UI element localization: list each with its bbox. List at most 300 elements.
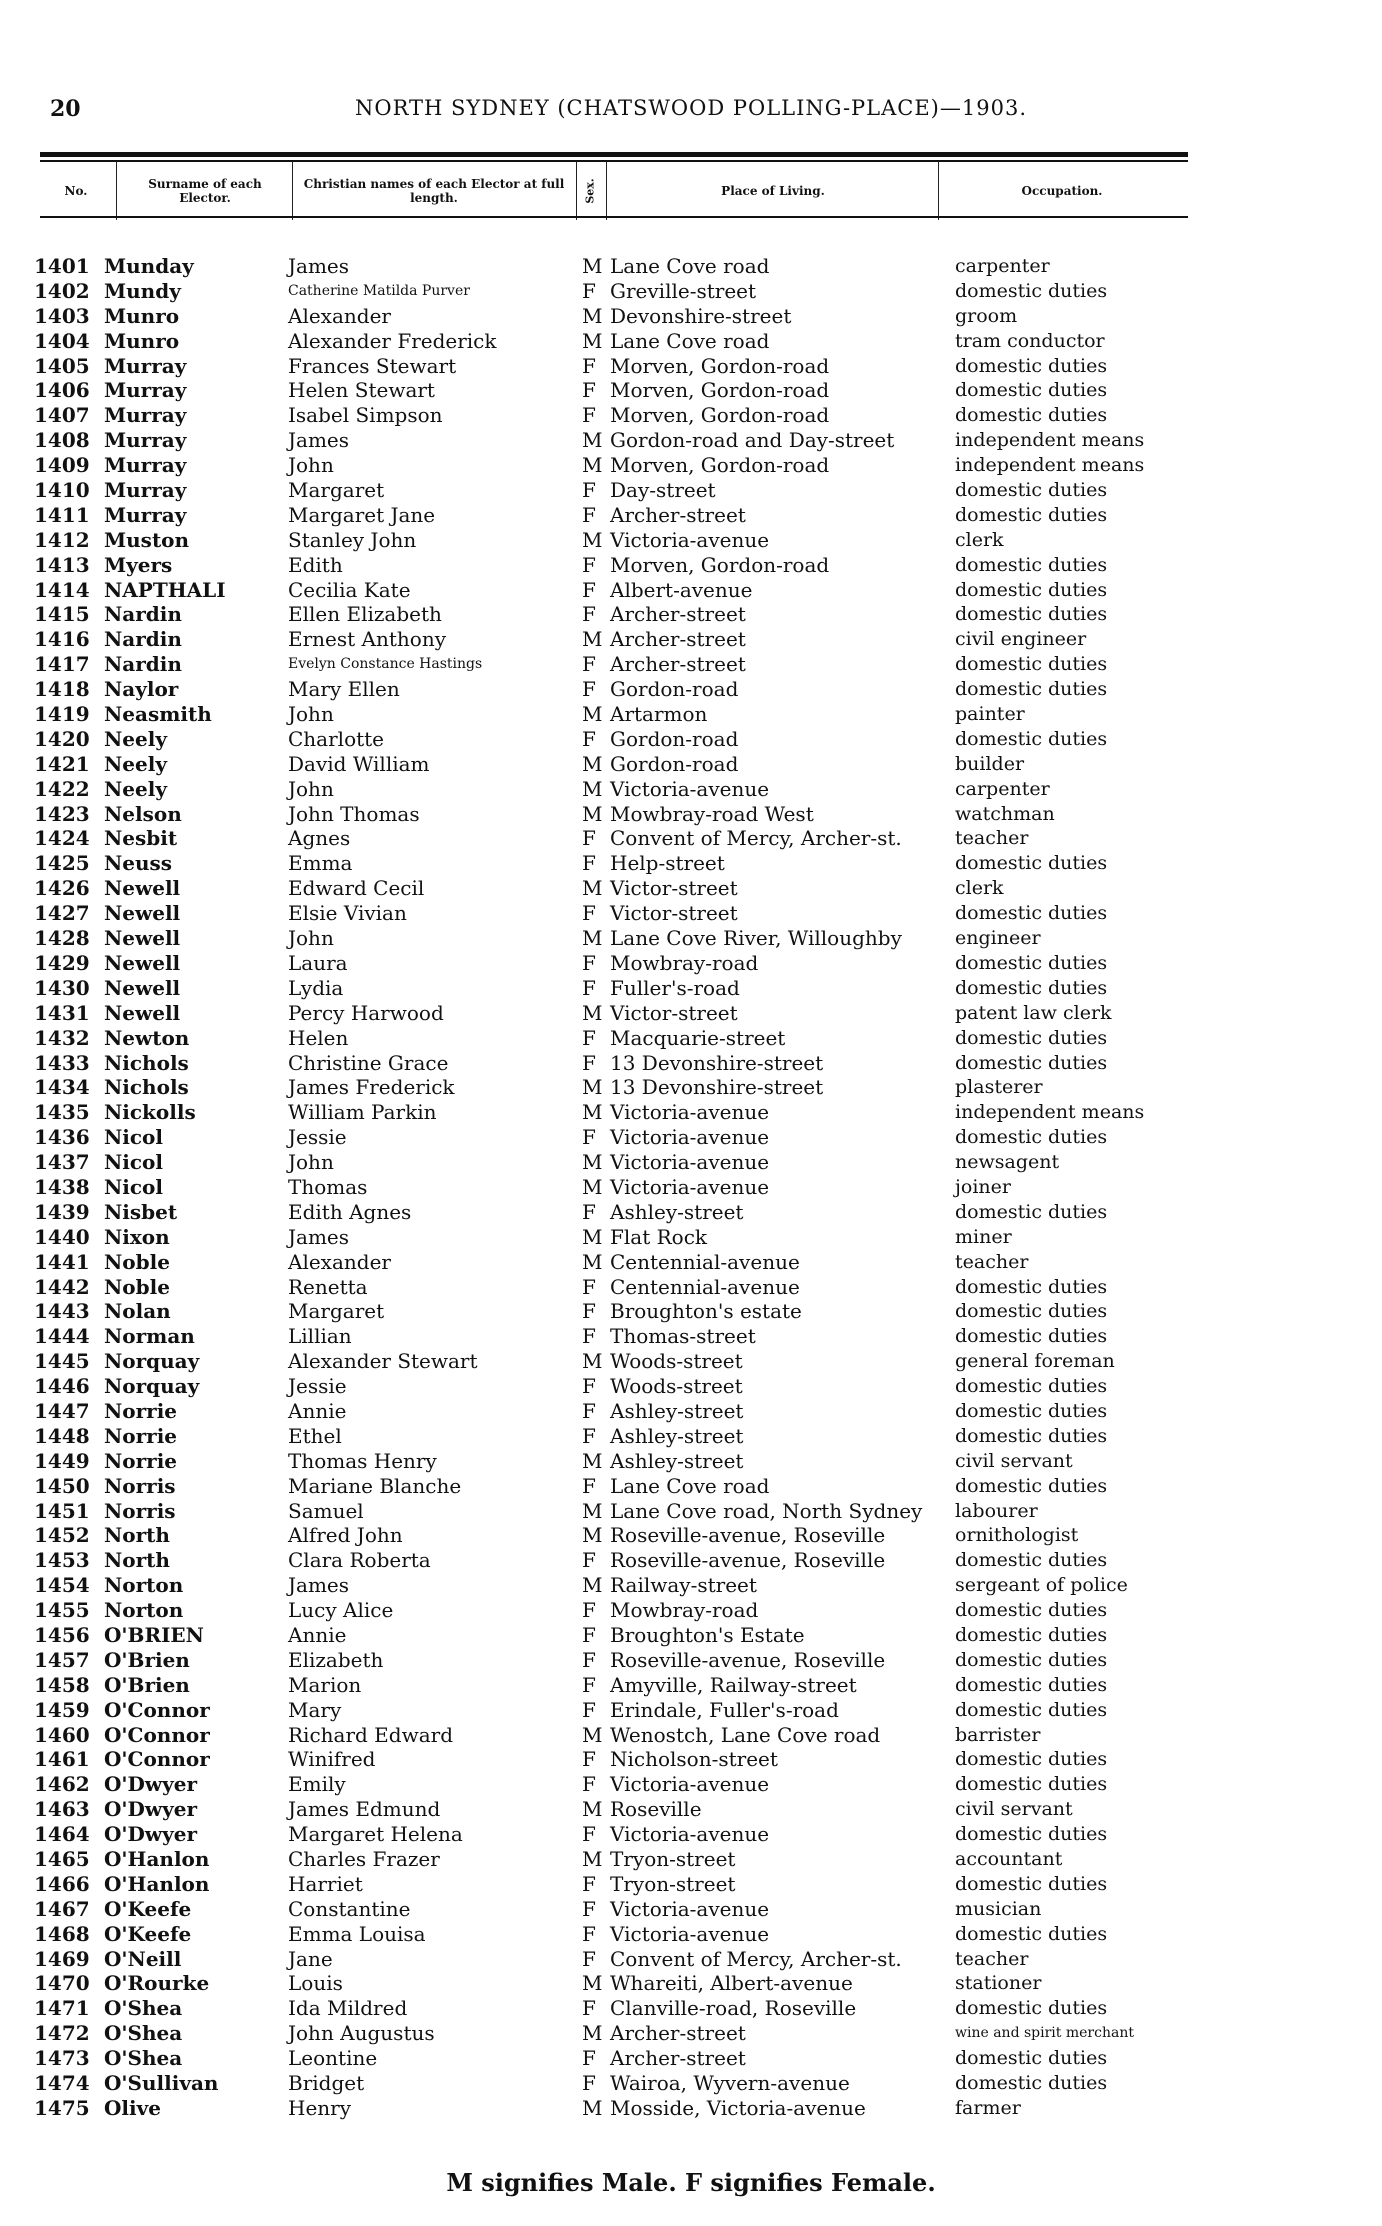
elector-occupation: patent law clerk (955, 1001, 1112, 1024)
elector-place-of-living: Mowbray-road West (610, 801, 814, 826)
elector-sex: M (582, 1448, 603, 1473)
elector-place-of-living: Flat Rock (610, 1224, 708, 1249)
table-row (0, 1648, 1382, 1673)
elector-christian-names: Evelyn Constance Hastings (288, 656, 483, 673)
elector-sex: F (582, 1025, 596, 1050)
elector-place-of-living: Lane Cove road (610, 254, 770, 278)
table-row (0, 1349, 1382, 1374)
elector-place-of-living: Roseville-avenue, Roseville (610, 1647, 886, 1672)
elector-surname: O'Connor (104, 1697, 210, 1722)
table-row (0, 652, 1382, 677)
elector-sex: M (582, 2021, 603, 2046)
elector-occupation: stationer (955, 1972, 1042, 1995)
column-header-no: No. (64, 184, 88, 198)
elector-place-of-living: 13 Devonshire-street (610, 1075, 824, 1100)
elector-surname: O'Brien (104, 1647, 190, 1672)
elector-sex: F (582, 1946, 596, 1971)
elector-occupation: domestic duties (955, 379, 1108, 402)
column-separator (938, 162, 939, 220)
elector-surname: Nicol (104, 1174, 163, 1199)
elector-christian-names: John (288, 926, 334, 951)
elector-number: 1455 (34, 1598, 90, 1623)
elector-occupation: domestic duties (955, 1623, 1108, 1646)
elector-number: 1458 (34, 1672, 90, 1697)
elector-number: 1439 (34, 1199, 90, 1224)
elector-occupation: domestic duties (955, 1748, 1108, 1771)
elector-place-of-living: Greville-street (610, 278, 757, 303)
table-row (0, 2021, 1382, 2046)
table-row (0, 752, 1382, 777)
elector-number: 1408 (34, 428, 90, 453)
elector-surname: Newell (104, 950, 181, 975)
elector-surname: Nicol (104, 1150, 163, 1175)
elector-place-of-living: Morven, Gordon-road (610, 353, 830, 378)
elector-place-of-living: Victoria-avenue (610, 1174, 770, 1199)
elector-christian-names: James (288, 1224, 350, 1249)
elector-sex: M (582, 1523, 603, 1548)
elector-christian-names: Ida Mildred (288, 1996, 408, 2021)
elector-christian-names: Alexander (288, 303, 391, 328)
elector-number: 1415 (34, 602, 90, 627)
table-row (0, 279, 1382, 304)
elector-number: 1446 (34, 1374, 90, 1399)
elector-sex: M (582, 328, 603, 353)
elector-christian-names: Alexander (288, 1249, 391, 1274)
elector-occupation: domestic duties (955, 1599, 1108, 1622)
table-row (0, 1872, 1382, 1897)
elector-christian-names: Alfred John (288, 1523, 403, 1548)
elector-sex: F (582, 1199, 596, 1224)
elector-number: 1433 (34, 1050, 90, 1075)
elector-christian-names: Annie (288, 1622, 347, 1647)
elector-place-of-living: Ashley-street (610, 1199, 744, 1224)
elector-surname: North (104, 1548, 170, 1573)
elector-sex: F (582, 901, 596, 926)
elector-place-of-living: Broughton's Estate (610, 1622, 805, 1647)
elector-place-of-living: Thomas-street (610, 1324, 756, 1349)
elector-christian-names: Samuel (288, 1498, 364, 1523)
column-separator (606, 162, 607, 220)
elector-surname: Norrie (104, 1423, 178, 1448)
elector-christian-names: Elsie Vivian (288, 901, 407, 926)
elector-sex: M (582, 1573, 603, 1598)
elector-number: 1427 (34, 901, 90, 926)
elector-sex: F (582, 478, 596, 503)
table-row (0, 1548, 1382, 1573)
elector-place-of-living: Whareiti, Albert-avenue (610, 1971, 853, 1996)
elector-occupation: domestic duties (955, 727, 1108, 750)
elector-place-of-living: Mowbray-road (610, 1598, 759, 1623)
elector-occupation: sergeant of police (955, 1574, 1128, 1597)
page-title: NORTH SYDNEY (CHATSWOOD POLLING-PLACE)—1903. (355, 96, 1027, 120)
elector-place-of-living: 13 Devonshire-street (610, 1050, 824, 1075)
elector-occupation: tram conductor (955, 329, 1105, 352)
elector-surname: Nickolls (104, 1100, 196, 1125)
table-row (0, 1299, 1382, 1324)
elector-place-of-living: Amyville, Railway-street (610, 1672, 857, 1697)
elector-sex: F (582, 403, 596, 428)
table-row (0, 1922, 1382, 1947)
elector-christian-names: Margaret (288, 1299, 385, 1324)
elector-number: 1403 (34, 303, 90, 328)
table-row (0, 1424, 1382, 1449)
elector-surname: O'BRIEN (104, 1622, 204, 1647)
elector-christian-names: Harriet (288, 1871, 363, 1896)
table-row (0, 1772, 1382, 1797)
elector-sex: F (582, 1050, 596, 1075)
elector-christian-names: Bridget (288, 2071, 365, 2096)
elector-place-of-living: Day-street (610, 478, 716, 503)
elector-occupation: domestic duties (955, 354, 1108, 377)
elector-surname: Murray (104, 502, 187, 527)
table-row (0, 1698, 1382, 1723)
elector-number: 1443 (34, 1299, 90, 1324)
elector-number: 1474 (34, 2071, 90, 2096)
elector-occupation: plasterer (955, 1076, 1043, 1099)
elector-place-of-living: Broughton's estate (610, 1299, 802, 1324)
elector-occupation: musician (955, 1897, 1042, 1920)
elector-place-of-living: Archer-street (610, 2046, 746, 2071)
elector-occupation: domestic duties (955, 2072, 1108, 2095)
table-row (0, 1200, 1382, 1225)
elector-number: 1422 (34, 776, 90, 801)
elector-christian-names: John (288, 702, 334, 727)
elector-occupation: domestic duties (955, 578, 1108, 601)
elector-number: 1437 (34, 1150, 90, 1175)
elector-place-of-living: Victoria-avenue (610, 1822, 770, 1847)
elector-christian-names: John Thomas (288, 801, 420, 826)
elector-number: 1420 (34, 726, 90, 751)
table-row (0, 329, 1382, 354)
elector-surname: Norris (104, 1473, 176, 1498)
elector-surname: O'Dwyer (104, 1797, 197, 1822)
elector-number: 1432 (34, 1025, 90, 1050)
elector-place-of-living: Morven, Gordon-road (610, 378, 830, 403)
header-rule-thin (40, 160, 1188, 162)
elector-place-of-living: Archer-street (610, 652, 746, 677)
column-header-christian-names: Christian names of each Elector at full length. (303, 177, 565, 205)
elector-christian-names: Margaret Helena (288, 1822, 463, 1847)
elector-occupation: domestic duties (955, 1997, 1108, 2020)
elector-place-of-living: Woods-street (610, 1349, 743, 1374)
table-row (0, 1723, 1382, 1748)
elector-occupation: domestic duties (955, 1648, 1108, 1671)
table-row (0, 1225, 1382, 1250)
elector-occupation: labourer (955, 1499, 1038, 1522)
table-row (0, 1449, 1382, 1474)
table-row (0, 1075, 1382, 1100)
elector-occupation: domestic duties (955, 902, 1108, 925)
elector-christian-names: James (288, 1573, 350, 1598)
elector-surname: O'Connor (104, 1722, 210, 1747)
elector-number: 1405 (34, 353, 90, 378)
elector-place-of-living: Roseville (610, 1797, 702, 1822)
elector-surname: Murray (104, 353, 187, 378)
elector-place-of-living: Gordon-road (610, 751, 739, 776)
elector-number: 1448 (34, 1423, 90, 1448)
elector-surname: Newell (104, 975, 181, 1000)
elector-christian-names: Ethel (288, 1423, 342, 1448)
elector-occupation: domestic duties (955, 1200, 1108, 1223)
elector-occupation: domestic duties (955, 1549, 1108, 1572)
elector-number: 1413 (34, 552, 90, 577)
elector-christian-names: William Parkin (288, 1100, 437, 1125)
table-row (0, 1573, 1382, 1598)
elector-surname: O'Shea (104, 2046, 183, 2071)
elector-place-of-living: Convent of Mercy, Archer-st. (610, 1946, 902, 1971)
table-row (0, 976, 1382, 1001)
elector-surname: Nelson (104, 801, 182, 826)
elector-christian-names: Frances Stewart (288, 353, 457, 378)
elector-sex: F (582, 1672, 596, 1697)
elector-place-of-living: Clanville-road, Roseville (610, 1996, 857, 2021)
table-row (0, 1673, 1382, 1698)
elector-surname: Newell (104, 876, 181, 901)
elector-occupation: builder (955, 752, 1025, 775)
elector-surname: Norris (104, 1498, 176, 1523)
table-row (0, 1598, 1382, 1623)
table-row (0, 1897, 1382, 1922)
elector-surname: Neuss (104, 851, 173, 876)
elector-number: 1444 (34, 1324, 90, 1349)
elector-surname: Nichols (104, 1075, 189, 1100)
elector-number: 1449 (34, 1448, 90, 1473)
table-row (0, 826, 1382, 851)
elector-sex: F (582, 851, 596, 876)
elector-surname: O'Keefe (104, 1896, 192, 1921)
elector-occupation: accountant (955, 1848, 1063, 1870)
table-row (0, 378, 1382, 403)
elector-surname: Nisbet (104, 1199, 178, 1224)
elector-sex: F (582, 950, 596, 975)
elector-sex: M (582, 1797, 603, 1822)
elector-number: 1452 (34, 1523, 90, 1548)
column-header-surname: Surname of each Elector. (148, 177, 262, 205)
elector-sex: F (582, 1896, 596, 1921)
table-row (0, 876, 1382, 901)
sex-legend-footer: M signifies Male. F signifies Female. (446, 2168, 936, 2197)
elector-christian-names: Alexander Stewart (288, 1349, 478, 1374)
elector-number: 1425 (34, 851, 90, 876)
elector-place-of-living: Devonshire-street (610, 303, 792, 328)
elector-surname: Muston (104, 527, 190, 552)
column-separator (292, 162, 293, 220)
table-row (0, 1150, 1382, 1175)
elector-number: 1471 (34, 1996, 90, 2021)
elector-occupation: civil servant (955, 1798, 1073, 1821)
elector-place-of-living: Fuller's-road (610, 975, 740, 1000)
elector-place-of-living: Victor-street (610, 901, 738, 926)
elector-place-of-living: Centennial-avenue (610, 1274, 800, 1299)
elector-surname: O'Brien (104, 1672, 190, 1697)
elector-occupation: civil engineer (955, 628, 1087, 651)
elector-surname: O'Shea (104, 1996, 183, 2021)
elector-surname: Norrie (104, 1448, 178, 1473)
elector-occupation: domestic duties (955, 1872, 1108, 1895)
elector-surname: Noble (104, 1249, 170, 1274)
elector-christian-names: Richard Edward (288, 1722, 453, 1747)
elector-number: 1473 (34, 2046, 90, 2071)
elector-surname: Nixon (104, 1224, 170, 1249)
table-row (0, 304, 1382, 329)
elector-surname: Nichols (104, 1050, 189, 1075)
elector-number: 1463 (34, 1797, 90, 1822)
elector-surname: Naylor (104, 677, 179, 702)
elector-occupation: clerk (955, 877, 1004, 900)
elector-number: 1460 (34, 1722, 90, 1747)
elector-surname: O'Connor (104, 1747, 210, 1772)
elector-christian-names: Helen Stewart (288, 378, 435, 403)
elector-number: 1467 (34, 1896, 90, 1921)
elector-surname: Neely (104, 776, 167, 801)
elector-sex: F (582, 1647, 596, 1672)
elector-number: 1421 (34, 751, 90, 776)
elector-surname: O'Hanlon (104, 1871, 210, 1896)
table-row (0, 602, 1382, 627)
elector-surname: Norquay (104, 1374, 200, 1399)
elector-sex: F (582, 1921, 596, 1946)
elector-place-of-living: Ashley-street (610, 1448, 744, 1473)
elector-occupation: joiner (955, 1175, 1011, 1198)
elector-place-of-living: Wenostch, Lane Cove road (610, 1722, 881, 1747)
elector-sex: F (582, 577, 596, 602)
elector-place-of-living: Mowbray-road (610, 950, 759, 975)
table-row (0, 1822, 1382, 1847)
elector-surname: O'Neill (104, 1946, 182, 1971)
elector-place-of-living: Archer-street (610, 602, 746, 627)
elector-number: 1430 (34, 975, 90, 1000)
elector-surname: Murray (104, 378, 187, 403)
table-row (0, 702, 1382, 727)
elector-christian-names: Lucy Alice (288, 1598, 394, 1623)
elector-surname: Norton (104, 1598, 184, 1623)
elector-place-of-living: Mosside, Victoria-avenue (610, 2095, 866, 2120)
elector-sex: M (582, 1224, 603, 1249)
elector-sex: F (582, 1822, 596, 1847)
elector-sex: M (582, 751, 603, 776)
elector-number: 1404 (34, 328, 90, 353)
elector-sex: F (582, 1274, 596, 1299)
elector-surname: Murray (104, 453, 187, 478)
elector-place-of-living: Roseville-avenue, Roseville (610, 1523, 886, 1548)
table-row (0, 1250, 1382, 1275)
elector-surname: Murray (104, 403, 187, 428)
elector-surname: Olive (104, 2095, 161, 2120)
elector-christian-names: Edith Agnes (288, 1199, 412, 1224)
elector-christian-names: Percy Harwood (288, 1000, 444, 1025)
column-header-rule (40, 216, 1188, 218)
elector-number: 1462 (34, 1772, 90, 1797)
table-row (0, 403, 1382, 428)
elector-surname: Nicol (104, 1125, 163, 1150)
elector-place-of-living: Convent of Mercy, Archer-st. (610, 826, 902, 851)
elector-surname: Nardin (104, 627, 182, 652)
elector-surname: O'Keefe (104, 1921, 192, 1946)
elector-occupation: carpenter (955, 255, 1050, 277)
elector-surname: Nesbit (104, 826, 178, 851)
elector-sex: F (582, 2046, 596, 2071)
elector-christian-names: John (288, 1150, 334, 1175)
elector-surname: Newell (104, 926, 181, 951)
elector-place-of-living: Victor-street (610, 1000, 738, 1025)
elector-surname: O'Hanlon (104, 1847, 210, 1871)
elector-occupation: general foreman (955, 1350, 1115, 1373)
elector-surname: O'Sullivan (104, 2071, 219, 2096)
elector-christian-names: Emma Louisa (288, 1921, 426, 1946)
elector-sex: F (582, 1548, 596, 1573)
elector-number: 1436 (34, 1125, 90, 1150)
elector-occupation: domestic duties (955, 653, 1108, 676)
elector-christian-names: Lillian (288, 1324, 352, 1349)
elector-number: 1402 (34, 278, 90, 303)
table-row (0, 1100, 1382, 1125)
elector-surname: Noble (104, 1274, 170, 1299)
elector-occupation: civil servant (955, 1449, 1073, 1472)
elector-sex: M (582, 1100, 603, 1125)
elector-surname: Mundy (104, 278, 181, 303)
elector-place-of-living: Ashley-street (610, 1423, 744, 1448)
elector-number: 1411 (34, 502, 90, 527)
elector-sex: F (582, 1598, 596, 1623)
table-row (0, 553, 1382, 578)
elector-number: 1454 (34, 1573, 90, 1598)
page-number: 20 (50, 96, 81, 122)
elector-sex: F (582, 502, 596, 527)
elector-occupation: domestic duties (955, 678, 1108, 701)
table-row (0, 503, 1382, 528)
elector-surname: O'Shea (104, 2021, 183, 2046)
elector-place-of-living: Morven, Gordon-road (610, 453, 830, 478)
table-row (0, 1399, 1382, 1424)
table-row (0, 627, 1382, 652)
elector-occupation: domestic duties (955, 404, 1108, 427)
header-rule-thick (40, 152, 1188, 157)
elector-christian-names: Margaret (288, 478, 385, 503)
elector-number: 1407 (34, 403, 90, 428)
elector-surname: Nolan (104, 1299, 171, 1324)
elector-christian-names: Isabel Simpson (288, 403, 443, 428)
elector-place-of-living: Centennial-avenue (610, 1249, 800, 1274)
elector-occupation: domestic duties (955, 1325, 1108, 1348)
elector-christian-names: Marion (288, 1672, 362, 1697)
elector-occupation: domestic duties (955, 852, 1108, 875)
elector-christian-names: Charles Frazer (288, 1847, 440, 1871)
elector-occupation: domestic duties (955, 603, 1108, 626)
elector-occupation: domestic duties (955, 1126, 1108, 1149)
table-row (0, 453, 1382, 478)
elector-christian-names: Jessie (288, 1125, 347, 1150)
elector-number: 1442 (34, 1274, 90, 1299)
elector-christian-names: Ellen Elizabeth (288, 602, 442, 627)
elector-place-of-living: Victoria-avenue (610, 527, 770, 552)
table-row (0, 2071, 1382, 2096)
elector-christian-names: Constantine (288, 1896, 411, 1921)
elector-number: 1456 (34, 1622, 90, 1647)
elector-place-of-living: Archer-street (610, 502, 746, 527)
elector-sex: F (582, 1871, 596, 1896)
elector-number: 1423 (34, 801, 90, 826)
table-row (0, 1125, 1382, 1150)
elector-occupation: independent means (955, 429, 1145, 452)
elector-christian-names: Laura (288, 950, 348, 975)
elector-place-of-living: Tryon-street (610, 1847, 736, 1871)
elector-christian-names: Annie (288, 1398, 347, 1423)
elector-place-of-living: Nicholson-street (610, 1747, 778, 1772)
elector-occupation: miner (955, 1225, 1012, 1248)
elector-christian-names: Leontine (288, 2046, 378, 2071)
table-row (0, 1971, 1382, 1996)
elector-christian-names: Clara Roberta (288, 1548, 431, 1573)
